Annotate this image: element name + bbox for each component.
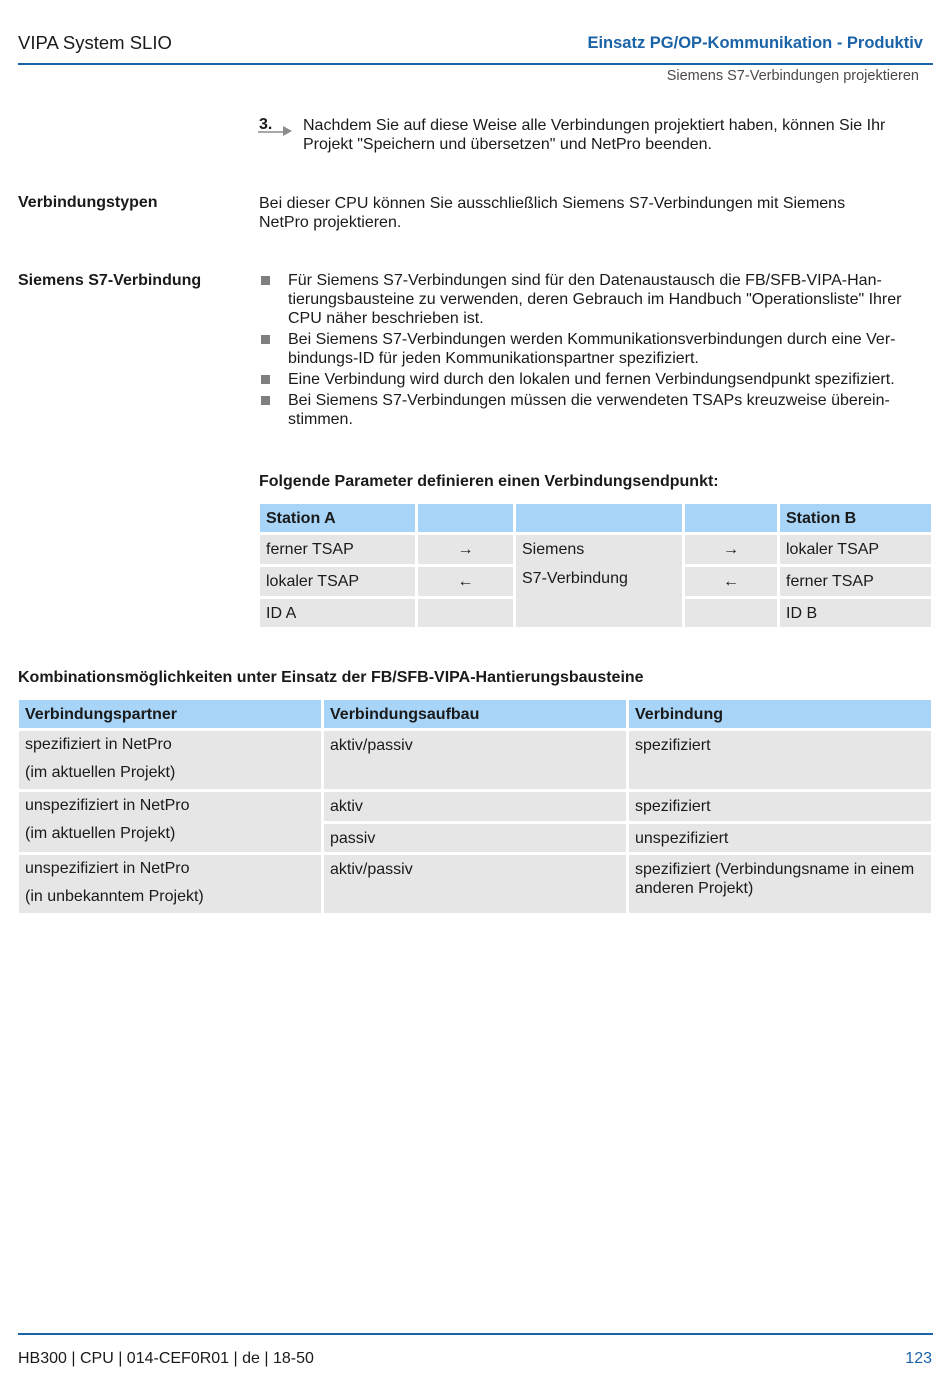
bullet-text: Für Siemens S7-Verbindungen sind für den Datenaustausch die FB/SFB-VIPA-Han-tierungsbausteine zu verwenden, deren Gebrauch im Handbuch "Operationsliste" Ihrer CPU näher beschrieben ist. — [288, 272, 902, 327]
arrow-left-icon: ← — [685, 567, 777, 596]
table-cell — [19, 731, 321, 789]
table-cell — [19, 855, 321, 913]
table-cell: passiv — [324, 824, 626, 852]
bullet-square-icon — [261, 396, 270, 405]
table-cell: lokaler TSAP — [780, 535, 931, 564]
partner-line: (im aktuellen Projekt) — [25, 764, 176, 781]
table-cell: aktiv — [324, 792, 626, 821]
step-number: 3. — [259, 116, 273, 133]
partner-line: unspezifiziert in NetPro — [25, 860, 190, 877]
table-cell: lokaler TSAP — [260, 567, 415, 596]
table-cell: ID B — [780, 599, 931, 627]
header-rule — [18, 63, 933, 65]
page-number: 123 — [905, 1350, 932, 1367]
table-cell — [418, 599, 513, 627]
arrow-left-icon: ← — [418, 567, 513, 596]
s7-connection-line: Siemens — [522, 541, 585, 558]
step-arrow-icon — [258, 123, 294, 142]
table-cell: ID A — [260, 599, 415, 627]
table-cell: spezifiziert (Verbindungsname in einem anderen Projekt) — [629, 855, 931, 913]
arrow-right-icon: → — [418, 535, 513, 564]
s7-bullet-list — [259, 271, 935, 431]
partner-line: (in unbekanntem Projekt) — [25, 888, 204, 905]
table-cell: ferner TSAP — [780, 567, 931, 596]
table-cell — [19, 792, 321, 852]
step-text: Nachdem Sie auf diese Weise alle Verbindungen projektiert haben, können Sie Ihr Projekt "Speichern und übersetzen" und NetPro beenden. — [303, 117, 886, 153]
bullet-square-icon — [261, 375, 270, 384]
list-item — [259, 330, 935, 368]
bullet-text: Bei Siemens S7-Verbindungen werden Kommunikationsverbindungen durch eine Ver-bindungs-ID für jeden Kommunikationspartner spezifiziert. — [288, 331, 896, 367]
partner-line: unspezifiziert in NetPro — [25, 797, 190, 814]
table-cell: ferner TSAP — [260, 535, 415, 564]
arrow-right-icon: → — [685, 535, 777, 564]
column-header: Verbindungspartner — [19, 700, 321, 728]
table-cell: spezifiziert — [629, 792, 931, 821]
table-cell: unspezifiziert — [629, 824, 931, 852]
section-subtitle: Siemens S7-Verbindungen projektieren — [666, 68, 919, 84]
endpoint-header-empty — [685, 504, 777, 532]
document-title: VIPA System SLIO — [18, 32, 172, 53]
s7-connection-cell — [516, 535, 682, 627]
bullet-square-icon — [261, 276, 270, 285]
partner-line: (im aktuellen Projekt) — [25, 825, 176, 842]
combo-heading: Kombinationsmöglichkeiten unter Einsatz der FB/SFB-VIPA-Hantierungsbausteine — [18, 669, 644, 686]
station-b-header: Station B — [780, 504, 931, 532]
footer-rule — [18, 1333, 933, 1335]
footer-document-id: HB300 | CPU | 014-CEF0R01 | de | 18-50 — [18, 1350, 314, 1367]
verbindungstypen-label: Verbindungstypen — [18, 194, 158, 211]
list-item — [259, 370, 935, 389]
table-cell: aktiv/passiv — [324, 731, 626, 789]
table-cell — [685, 599, 777, 627]
chapter-title: Einsatz PG/OP-Kommunikation - Produktiv — [587, 34, 923, 52]
bullet-text: Bei Siemens S7-Verbindungen müssen die verwendeten TSAPs kreuzweise überein-stimmen. — [288, 392, 890, 428]
s7-verbindung-label: Siemens S7-Verbindung — [18, 272, 202, 289]
list-item — [259, 271, 935, 328]
bullet-text: Eine Verbindung wird durch den lokalen und fernen Verbindungsendpunkt spezifiziert. — [288, 371, 895, 388]
partner-line: spezifiziert in NetPro — [25, 736, 172, 753]
endpoint-header-empty — [516, 504, 682, 532]
endpoint-header-empty — [418, 504, 513, 532]
station-a-header: Station A — [260, 504, 415, 532]
table-cell: spezifiziert — [629, 731, 931, 789]
column-header: Verbindung — [629, 700, 931, 728]
verbindungstypen-text: Bei dieser CPU können Sie ausschließlich Siemens S7-Verbindungen mit Siemens NetPro projektieren. — [259, 195, 846, 231]
table-cell: aktiv/passiv — [324, 855, 626, 913]
list-item — [259, 391, 935, 429]
bullet-square-icon — [261, 335, 270, 344]
endpoint-heading: Folgende Parameter definieren einen Verbindungsendpunkt: — [259, 473, 719, 490]
s7-connection-line: S7-Verbindung — [522, 570, 628, 587]
column-header: Verbindungsaufbau — [324, 700, 626, 728]
